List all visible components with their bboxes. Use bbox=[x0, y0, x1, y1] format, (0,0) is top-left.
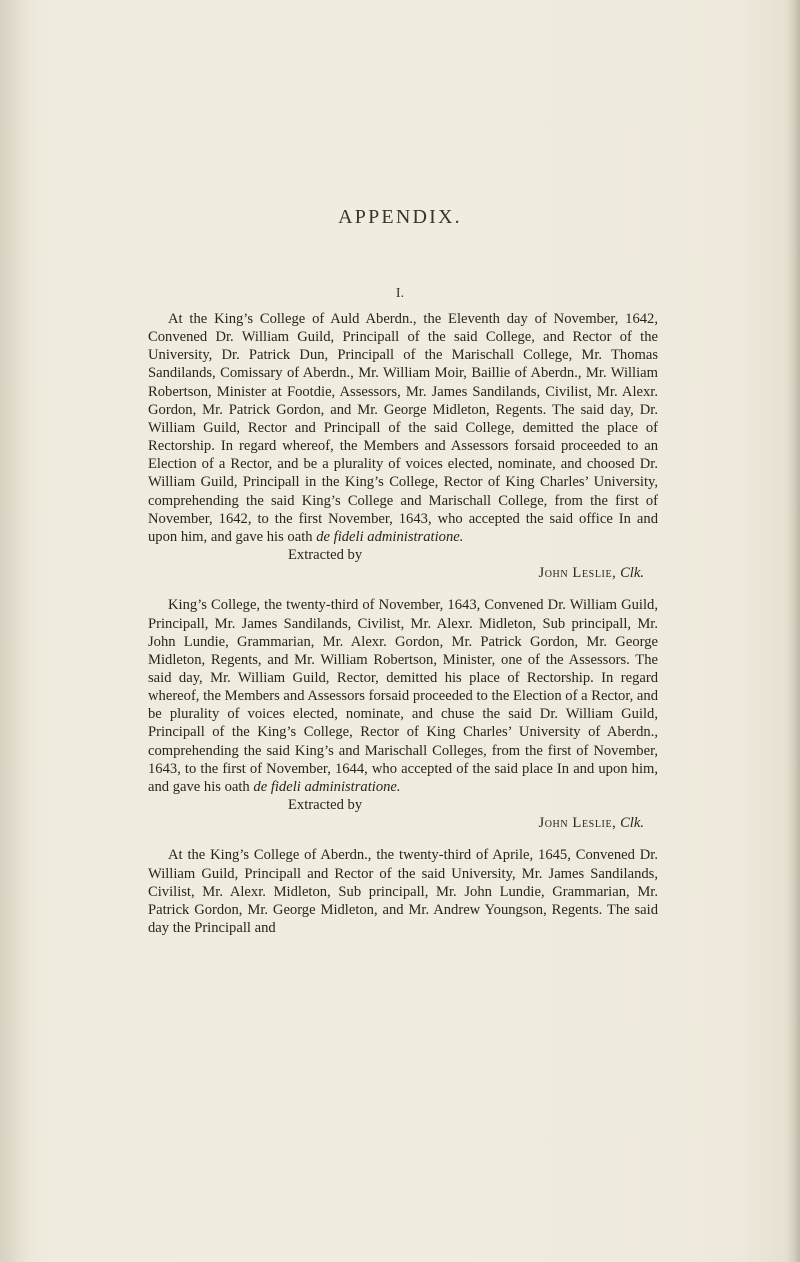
clerk-signature bbox=[148, 564, 658, 582]
clerk-title: Clk. bbox=[620, 815, 644, 832]
entry-paragraph bbox=[148, 310, 658, 546]
latin-phrase: de fideli administratione. bbox=[316, 528, 464, 545]
extracted-by-line: Extracted by bbox=[288, 547, 363, 564]
page-edge-shadow bbox=[786, 0, 800, 1262]
entry-text: King’s College, the twenty-third of November, 1643, Convened Dr. William Guild, Principall, Mr. James Sandilands, Civilist, Mr. Alexr. Midleton, Sub principall, Mr. John Lundie, Grammarian, Mr. Alexr. Gordon, Mr. Patrick Gordon, Mr. George Midleton, Regents, and Mr. William Robertson, Minister, one of the Assessors. The said day, Mr. William Guild, Rector, demitted his place of Rectorship. In regard whereof, the Members and Assessors forsaid proceeded to the Election of a Rector, and be plurality of voices elected, nominate, and chuse the said Dr. William Guild, Principall of the King’s College, Rector of King Charles’ University of Aberdn., comprehending the said King’s and Marischall Colleges, from the first of November, 1643, to the first of November, 1644, who accepted of the said place In and upon him, and gave his oath bbox=[148, 597, 658, 795]
clerk-name: John Leslie, bbox=[538, 815, 617, 832]
entry-paragraph bbox=[148, 596, 658, 796]
latin-phrase: de fideli administratione. bbox=[253, 778, 401, 795]
gutter-shadow bbox=[0, 0, 30, 1262]
entry-text: At the King’s College of Auld Aberdn., the Eleventh day of November, 1642, Convened Dr. William Guild, Principall of the said College, and Rector of the University, Dr. Patrick Dun, Principall of the Marischall College, Mr. Thomas Sandilands, Comissary of Aberdn., Mr. William Moir, Baillie of Aberdn., Mr. William Robertson, Minister at Footdie, Assessors, Mr. James Sandilands, Civilist, Mr. Alexr. Gordon, Mr. Patrick Gordon, and Mr. George Midleton, Regents. The said day, Dr. William Guild, Rector and Principall of the said College, demitted the place of Rectorship. In regard whereof, the Members and Assessors forsaid proceeded to an Election of a Rector, and be a plurality of voices elected, nominate, and choosed Dr. William Guild, Principall in the King’s College, Rector of King Charles’ University, comprehending the said King’s College and Marischall College, from the first of November, 1642, to the first November, 1643, who accepted the said office In and upon him, and gave his oath bbox=[148, 311, 658, 545]
clerk-title: Clk. bbox=[620, 565, 644, 582]
section-number: I. bbox=[395, 286, 405, 301]
extracted-by-line: Extracted by bbox=[288, 797, 363, 814]
clerk-signature bbox=[148, 814, 658, 832]
entry-text: At the King’s College of Aberdn., the twenty-third of Aprile, 1645, Convened Dr. William Guild, Principall and Rector of the said University, Mr. James Sandilands, Civilist, Mr. Alexr. Midleton, Sub principall, Mr. John Lundie, Grammarian, Mr. Patrick Gordon, Mr. George Midleton, and Mr. Andrew Youngson, Regents. The said day the Principall and bbox=[148, 847, 658, 936]
clerk-name: John Leslie, bbox=[538, 565, 617, 582]
page-heading: APPENDIX. bbox=[338, 206, 462, 228]
entry-paragraph bbox=[148, 846, 658, 937]
text-column bbox=[148, 310, 658, 937]
